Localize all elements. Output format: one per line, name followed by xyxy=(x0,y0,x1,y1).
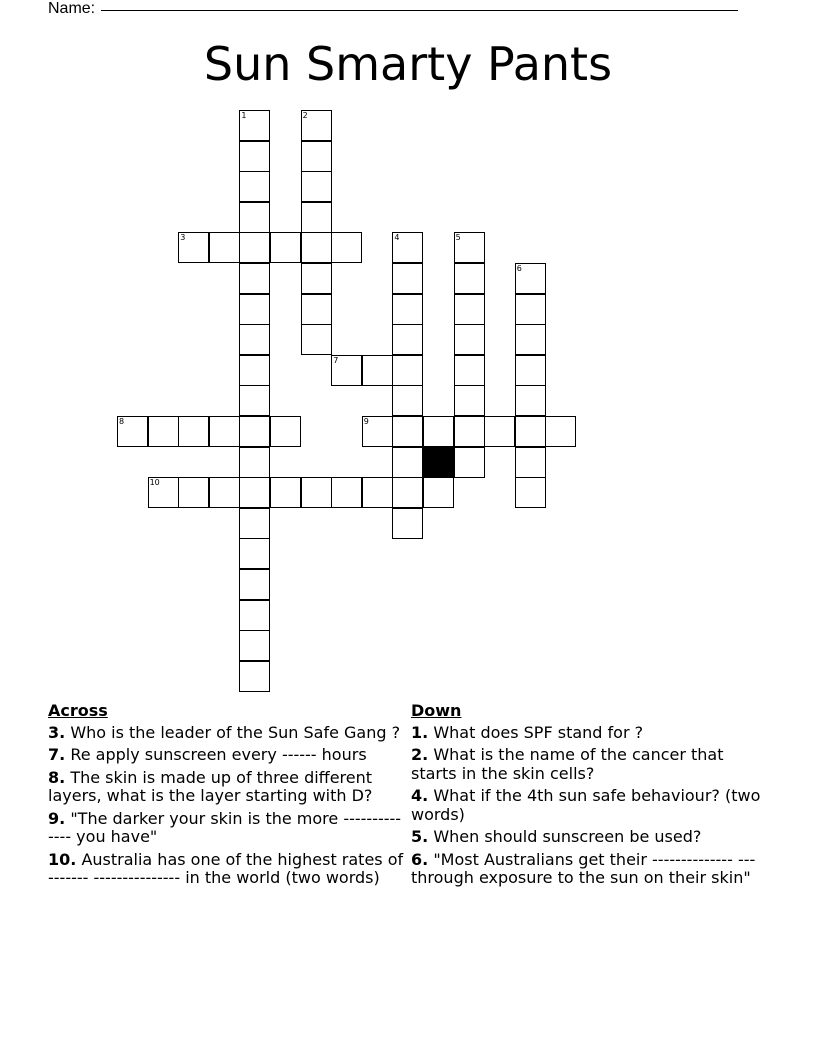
cell-number: 10 xyxy=(149,478,160,488)
grid-cell xyxy=(178,232,209,263)
grid-cell xyxy=(239,294,270,325)
grid-cell xyxy=(117,416,148,447)
across-clues xyxy=(48,702,406,892)
grid-cell xyxy=(362,416,393,447)
cell-number: 2 xyxy=(302,111,308,120)
grid-cell xyxy=(515,447,546,478)
grid-cell xyxy=(178,477,209,508)
grid-cell xyxy=(392,477,423,508)
grid-cell xyxy=(331,232,362,263)
grid-cell xyxy=(454,294,485,325)
grid-cell xyxy=(392,232,423,263)
clue-across-9 xyxy=(48,810,406,847)
grid-cell xyxy=(239,202,270,233)
grid-cell xyxy=(209,416,240,447)
grid-cell xyxy=(454,416,485,447)
grid-cell xyxy=(239,538,270,569)
down-heading: Down xyxy=(411,701,462,720)
name-label: Name: xyxy=(48,0,96,17)
clue-down-4 xyxy=(411,787,763,824)
grid-cell xyxy=(239,661,270,692)
page-title: Sun Smarty Pants xyxy=(203,37,613,91)
grid-cell xyxy=(270,416,301,447)
clue-down-6 xyxy=(411,851,763,888)
grid-cell xyxy=(301,232,332,263)
cell-number: 1 xyxy=(241,111,247,120)
grid-cell xyxy=(331,477,362,508)
clue-number: 10. xyxy=(48,849,77,869)
cell-number: 8 xyxy=(119,417,125,426)
clue-number: 1. xyxy=(411,722,429,742)
grid-cell xyxy=(148,416,179,447)
clue-down-1 xyxy=(411,724,763,743)
clue-text: "Most Australians get their -------------- --- through exposure to the sun on their skin" xyxy=(411,849,756,887)
grid-cell xyxy=(423,416,454,447)
grid-cell xyxy=(239,171,270,202)
clue-across-8 xyxy=(48,769,406,806)
grid-cell xyxy=(239,508,270,539)
grid-cell xyxy=(239,630,270,661)
grid-cell xyxy=(301,171,332,202)
grid-cell xyxy=(239,110,270,141)
clue-down-2 xyxy=(411,746,763,783)
clue-number: 5. xyxy=(411,827,429,846)
grid-cell xyxy=(515,263,546,294)
grid-cell xyxy=(392,416,423,447)
grid-cell xyxy=(178,416,209,447)
cell-number: 9 xyxy=(363,417,369,426)
clue-text: Who is the leader of the Sun Safe Gang ? xyxy=(70,722,401,742)
clue-number: 9. xyxy=(48,808,66,828)
across-heading: Across xyxy=(48,701,108,720)
clue-text: "The darker your skin is the more -------------- you have" xyxy=(48,808,402,846)
grid-cell xyxy=(392,263,423,294)
grid-cell xyxy=(301,110,332,141)
grid-cell xyxy=(454,447,485,478)
cell-number: 7 xyxy=(333,355,339,365)
cell-number: 6 xyxy=(516,264,522,273)
clue-number: 2. xyxy=(411,745,429,764)
grid-cell xyxy=(239,141,270,172)
clue-number: 4. xyxy=(411,786,429,805)
grid-cell xyxy=(239,263,270,294)
grid-cell xyxy=(239,569,270,600)
grid-cell xyxy=(515,385,546,416)
black-cell xyxy=(423,447,454,478)
grid-cell xyxy=(209,232,240,263)
clue-text: What if the 4th sun safe behaviour? (two words) xyxy=(411,786,761,824)
grid-cell xyxy=(515,416,546,447)
clue-text: Australia has one of the highest rates of ------- --------------- in the world (two words) xyxy=(48,849,404,887)
grid-cell xyxy=(209,477,240,508)
clue-down-5 xyxy=(411,828,763,847)
grid-cell xyxy=(301,324,332,355)
grid-cell xyxy=(454,263,485,294)
grid-cell xyxy=(515,477,546,508)
grid-cell xyxy=(301,141,332,172)
grid-cell xyxy=(392,294,423,325)
clue-number: 6. xyxy=(411,849,429,869)
grid-cell xyxy=(239,477,270,508)
grid-cell xyxy=(239,232,270,263)
grid-cell xyxy=(331,355,362,386)
grid-cell xyxy=(454,385,485,416)
grid-cell xyxy=(392,355,423,386)
down-clues xyxy=(411,702,763,892)
grid-cell xyxy=(270,232,301,263)
grid-cell xyxy=(239,416,270,447)
grid-cell xyxy=(515,324,546,355)
grid-cell xyxy=(239,385,270,416)
grid-cell xyxy=(301,477,332,508)
grid-cell xyxy=(148,477,179,508)
clue-text: What does SPF stand for ? xyxy=(433,722,644,742)
grid-cell xyxy=(239,447,270,478)
grid-cell xyxy=(362,355,393,386)
clue-across-7 xyxy=(48,746,406,765)
grid-cell xyxy=(239,600,270,631)
grid-cell xyxy=(423,477,454,508)
cell-number: 4 xyxy=(394,233,400,243)
grid-cell xyxy=(239,324,270,355)
clue-number: 7. xyxy=(48,745,66,764)
grid-cell xyxy=(515,294,546,325)
grid-cell xyxy=(301,294,332,325)
clue-text: Re apply sunscreen every ------ hours xyxy=(70,745,367,764)
clue-text: When should sunscreen be used? xyxy=(433,827,702,846)
grid-cell xyxy=(392,508,423,539)
clue-across-3 xyxy=(48,724,406,743)
clue-across-10 xyxy=(48,851,406,888)
grid-cell xyxy=(301,263,332,294)
grid-cell xyxy=(392,447,423,478)
grid-cell xyxy=(270,477,301,508)
clue-text: What is the name of the cancer that starts in the skin cells? xyxy=(411,745,724,783)
grid-cell xyxy=(545,416,576,447)
grid-cell xyxy=(392,385,423,416)
grid-cell xyxy=(454,232,485,263)
clue-text: The skin is made up of three different layers, what is the layer starting with D? xyxy=(48,767,373,805)
grid-cell xyxy=(454,324,485,355)
clue-number: 8. xyxy=(48,767,66,787)
cell-number: 5 xyxy=(455,233,461,243)
grid-cell xyxy=(301,202,332,233)
grid-cell xyxy=(239,355,270,386)
grid-cell xyxy=(454,355,485,386)
grid-cell xyxy=(515,355,546,386)
grid-cell xyxy=(484,416,515,447)
grid-cell xyxy=(362,477,393,508)
cell-number: 3 xyxy=(180,233,186,243)
clue-number: 3. xyxy=(48,722,66,742)
grid-cell xyxy=(392,324,423,355)
